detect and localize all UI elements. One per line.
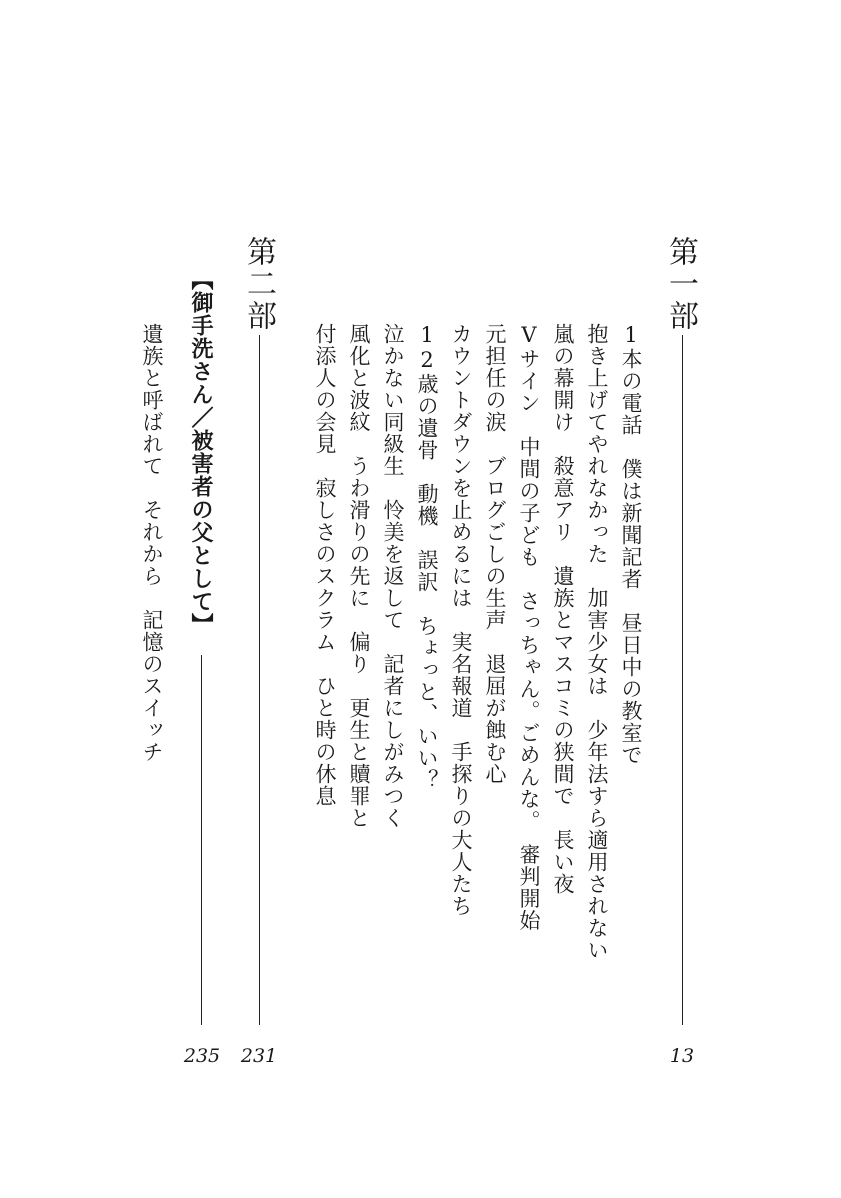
part2-page-number: 231 — [240, 1045, 278, 1067]
toc-line: 12歳の遺骨 動機 誤訳 ちょっと、いい？ — [415, 323, 439, 791]
toc-line: 付添人の会見 寂しさのスクラム ひと時の休息 — [313, 323, 337, 807]
section-heading: 【御手洗さん／被害者の父として】 — [188, 268, 214, 636]
toc-line: 元担任の涙 ブログごしの生声 退屈が蝕む心 — [483, 323, 507, 785]
toc-line: 泣かない同級生 怜美を返して 記者にしがみつく — [381, 323, 405, 829]
toc-line: 抱き上げてやれなかった 加害少女は 少年法すら適用されない — [585, 323, 609, 961]
toc-line: Vサイン 中間の子ども さっちゃん。ごめんな。 審判開始 — [517, 323, 541, 932]
part1-title: 第一部 — [663, 236, 698, 332]
part2-rule — [259, 335, 260, 1025]
section-rule — [201, 655, 202, 1025]
part1-page-number: 13 — [669, 1045, 695, 1067]
toc-line: 風化と波紋 うわ滑りの先に 偏り 更生と贖罪と — [347, 323, 371, 829]
toc-line: 1本の電話 僕は新聞記者 昼日中の教室で — [619, 323, 643, 766]
toc-line: カウントダウンを止めるには 実名報道 手探りの大人たち — [449, 323, 473, 917]
toc-line: 遺族と呼ばれて それから 記憶のスイッチ — [140, 323, 164, 763]
part2-title: 第二部 — [241, 236, 276, 332]
section-page-number: 235 — [183, 1045, 221, 1067]
toc-line: 嵐の幕開け 殺意アリ 遺族とマスコミの狭間で 長い夜 — [551, 323, 575, 895]
part1-rule — [682, 335, 683, 1025]
